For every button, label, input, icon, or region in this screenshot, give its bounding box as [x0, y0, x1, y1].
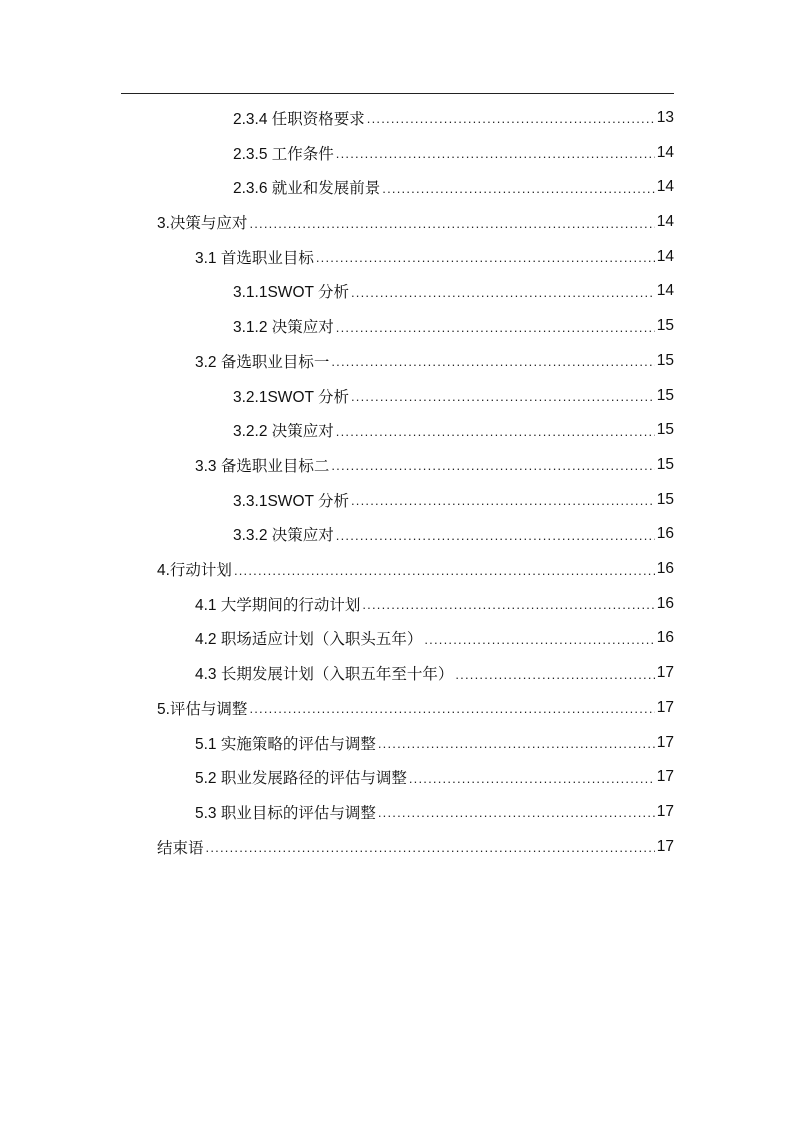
toc-entry[interactable]: [195, 656, 674, 691]
toc-entry-title: 3.3.1SWOT 分析: [233, 492, 349, 510]
toc-entry-page-number: 17: [656, 698, 674, 716]
toc-entry-title: 3.决策与应对: [157, 215, 248, 233]
toc-entry-page-number: 16: [656, 525, 674, 543]
toc-entry[interactable]: [157, 205, 674, 240]
toc-entry[interactable]: [233, 309, 674, 344]
toc-dot-leader: [336, 528, 655, 543]
toc-entry-page-number: 15: [656, 351, 674, 369]
toc-entry-title: 4.2 职场适应计划（入职头五年）: [195, 631, 423, 649]
toc-entry-title: 3.1.2 决策应对: [233, 319, 334, 337]
toc-entry[interactable]: [233, 413, 674, 448]
toc-entry-title: 3.2.1SWOT 分析: [233, 388, 349, 406]
toc-entry-title: 5.评估与调整: [157, 700, 248, 718]
toc-entry-page-number: 14: [656, 282, 674, 300]
toc-dot-leader: [455, 667, 654, 682]
toc-entry-title: 5.2 职业发展路径的评估与调整: [195, 770, 407, 788]
toc-entry[interactable]: [157, 829, 674, 864]
toc-dot-leader: [249, 216, 654, 231]
toc-entry-title: 5.3 职业目标的评估与调整: [195, 804, 376, 822]
toc-entry[interactable]: [195, 239, 674, 274]
toc-entry-page-number: 16: [656, 629, 674, 647]
toc-entry-title: 结束语: [157, 839, 204, 857]
toc-dot-leader: [424, 632, 654, 647]
toc-entry-title: 3.1.1SWOT 分析: [233, 284, 349, 302]
toc-entry-page-number: 15: [656, 490, 674, 508]
toc-entry-page-number: 17: [656, 664, 674, 682]
toc-entry-title: 5.1 实施策略的评估与调整: [195, 735, 376, 753]
toc-dot-leader: [362, 597, 654, 612]
toc-entry-page-number: 17: [656, 837, 674, 855]
toc-entry-title: 4.行动计划: [157, 562, 232, 580]
toc-dot-leader: [336, 424, 655, 439]
toc-dot-leader: [351, 389, 655, 404]
toc-dot-leader: [234, 563, 655, 578]
toc-entry-page-number: 16: [656, 594, 674, 612]
toc-entry-page-number: 15: [656, 386, 674, 404]
toc-dot-leader: [336, 146, 655, 161]
toc-entry-title: 3.1 首选职业目标: [195, 249, 314, 267]
toc-dot-leader: [316, 250, 655, 265]
toc-entry[interactable]: [233, 170, 674, 205]
toc-dot-leader: [378, 736, 655, 751]
toc-dot-leader: [378, 805, 655, 820]
toc-dot-leader: [382, 181, 654, 196]
toc-entry-page-number: 15: [656, 317, 674, 335]
toc-dot-leader: [331, 354, 654, 369]
toc-entry[interactable]: [195, 344, 674, 379]
toc-entry[interactable]: [233, 517, 674, 552]
toc-dot-leader: [409, 771, 655, 786]
toc-entry-title: 3.3.2 决策应对: [233, 527, 334, 545]
toc-entry-page-number: 15: [656, 421, 674, 439]
toc-dot-leader: [331, 458, 654, 473]
toc-dot-leader: [249, 701, 654, 716]
toc-entry[interactable]: [233, 135, 674, 170]
toc-entry[interactable]: [233, 101, 674, 136]
toc-entry-page-number: 17: [656, 768, 674, 786]
toc-entry[interactable]: [195, 725, 674, 760]
toc-entry-title: 3.3 备选职业目标二: [195, 457, 330, 475]
toc-dot-leader: [336, 320, 655, 335]
toc-dot-leader: [351, 493, 655, 508]
toc-entry-page-number: 14: [656, 247, 674, 265]
toc-entry[interactable]: [233, 482, 674, 517]
toc-entry-page-number: 14: [656, 178, 674, 196]
toc-entry-page-number: 14: [656, 143, 674, 161]
toc-dot-leader: [367, 111, 655, 126]
toc-entry[interactable]: [233, 378, 674, 413]
toc-entry-title: 3.2.2 决策应对: [233, 423, 334, 441]
toc-entry-title: 4.3 长期发展计划（入职五年至十年）: [195, 666, 454, 684]
toc-entry[interactable]: [195, 586, 674, 621]
toc-entry-title: 2.3.4 任职资格要求: [233, 110, 365, 128]
toc-entry-page-number: 16: [656, 560, 674, 578]
toc-entry-title: 3.2 备选职业目标一: [195, 353, 330, 371]
toc-entry[interactable]: [157, 552, 674, 587]
toc-entry[interactable]: [195, 795, 674, 830]
header-rule: [121, 93, 674, 94]
toc-entry-title: 2.3.6 就业和发展前景: [233, 180, 381, 198]
toc-entry-page-number: 13: [656, 108, 674, 126]
toc-entry[interactable]: [195, 448, 674, 483]
toc-entry[interactable]: [233, 274, 674, 309]
toc-entry[interactable]: [157, 691, 674, 726]
toc-dot-leader: [351, 285, 655, 300]
toc-entry-page-number: 17: [656, 802, 674, 820]
toc-entry-page-number: 17: [656, 733, 674, 751]
toc-entry-page-number: 15: [656, 455, 674, 473]
toc-entry[interactable]: [195, 760, 674, 795]
toc-entry[interactable]: [195, 621, 674, 656]
toc-entry-title: 4.1 大学期间的行动计划: [195, 596, 361, 614]
toc-entry-title: 2.3.5 工作条件: [233, 145, 334, 163]
toc-dot-leader: [206, 840, 655, 855]
toc-entry-page-number: 14: [656, 213, 674, 231]
